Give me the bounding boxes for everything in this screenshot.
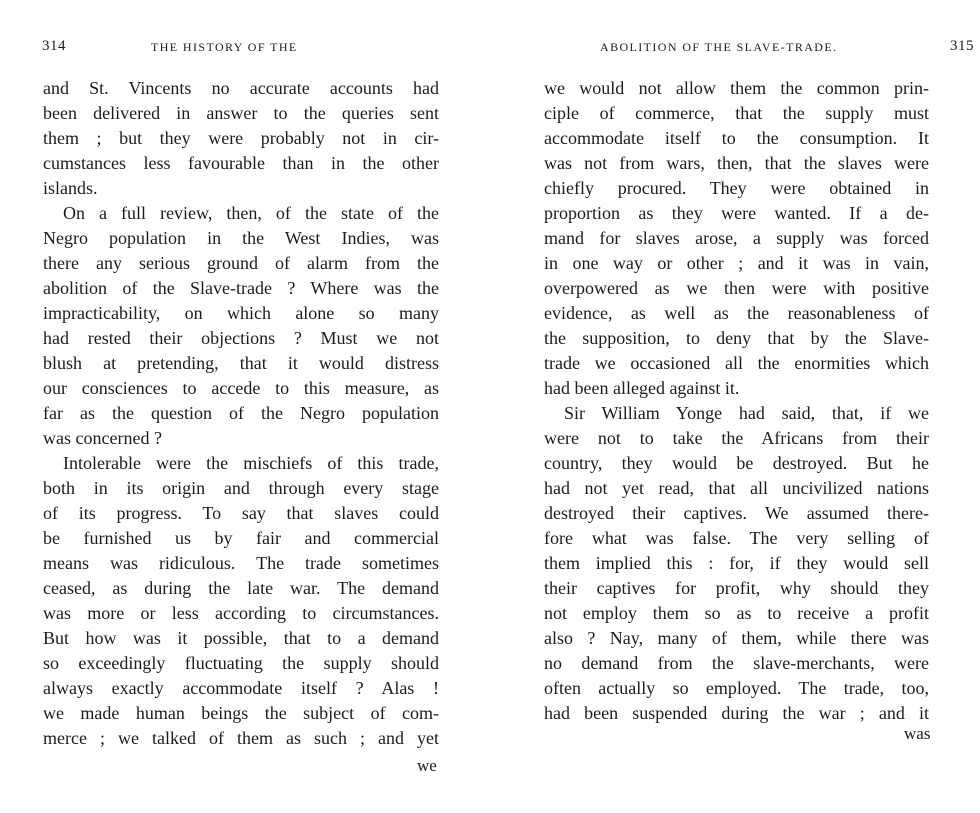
text-line: their captives for profit, why should they xyxy=(544,578,929,598)
catchword: we xyxy=(417,756,437,775)
text-line: But how was it possible, that to a demand xyxy=(43,628,439,648)
text-line: country, they would be destroyed. But he xyxy=(544,453,929,473)
text-line: ceased, as during the late war. The demand xyxy=(43,578,439,598)
text-line: Intolerable were the mischiefs of this trade, xyxy=(63,453,439,473)
text-line: them ; but they were probably not in cir- xyxy=(43,128,439,148)
text-line: had been alleged against it. xyxy=(544,378,740,398)
text-line: had rested their objections ? Must we not xyxy=(43,328,439,348)
text-line: was not from wars, then, that the slaves were xyxy=(544,153,929,173)
text-line: were not to take the Africans from their xyxy=(544,428,929,448)
text-line: both in its origin and through every stage xyxy=(43,478,439,498)
text-line: mand for slaves arose, a supply was forced xyxy=(544,228,929,248)
running-head: ABOLITION OF THE SLAVE-TRADE. xyxy=(600,40,838,54)
running-head: THE HISTORY OF THE xyxy=(151,40,298,54)
catchword: was xyxy=(904,724,931,743)
text-line: proportion as they were wanted. If a de- xyxy=(544,203,929,223)
text-line: impracticability, on which alone so many xyxy=(43,303,439,323)
text-line: evidence, as well as the reasonableness of xyxy=(544,303,929,323)
right-page xyxy=(490,0,980,813)
text-line: had not yet read, that all uncivilized nations xyxy=(544,478,929,498)
page-number: 314 xyxy=(42,38,66,54)
right-page-body xyxy=(544,76,929,726)
text-line: the supposition, to deny that by the Slave- xyxy=(544,328,929,348)
page-number: 315 xyxy=(950,38,974,54)
text-line: blush at pretending, that it would distress xyxy=(43,353,439,373)
text-line: not employ them so as to receive a profit xyxy=(544,603,929,623)
text-line: fore what was false. The very selling of xyxy=(544,528,929,548)
text-line: we would not allow them the common prin- xyxy=(544,78,929,98)
text-line: Negro population in the West Indies, was xyxy=(43,228,439,248)
text-line: often actually so employed. The trade, too, xyxy=(544,678,929,698)
text-line: trade we occasioned all the enormities which xyxy=(544,353,929,373)
text-line: and St. Vincents no accurate accounts had xyxy=(43,78,439,98)
text-line: far as the question of the Negro population xyxy=(43,403,439,423)
text-line: we made human beings the subject of com- xyxy=(43,703,439,723)
text-line: was more or less according to circumstances. xyxy=(43,603,439,623)
text-line: also ? Nay, many of them, while there was xyxy=(544,628,929,648)
text-line: no demand from the slave-merchants, were xyxy=(544,653,929,673)
text-line: be furnished us by fair and commercial xyxy=(43,528,439,548)
text-line: our consciences to accede to this measure, as xyxy=(43,378,439,398)
text-line: of its progress. To say that slaves could xyxy=(43,503,439,523)
text-line: On a full review, then, of the state of the xyxy=(63,203,439,223)
text-line: was concerned ? xyxy=(43,428,162,448)
left-page-body xyxy=(43,76,439,751)
text-line: Sir William Yonge had said, that, if we xyxy=(564,403,929,423)
text-line: in one way or other ; and it was in vain, xyxy=(544,253,929,273)
text-line: destroyed their captives. We assumed there- xyxy=(544,503,929,523)
text-line: ciple of commerce, that the supply must xyxy=(544,103,929,123)
text-line: always exactly accommodate itself ? Alas ! xyxy=(43,678,439,698)
text-line: means was ridiculous. The trade sometimes xyxy=(43,553,439,573)
text-line: them implied this : for, if they would sell xyxy=(544,553,929,573)
text-line: had been suspended during the war ; and it xyxy=(544,703,929,723)
text-line: there any serious ground of alarm from the xyxy=(43,253,439,273)
text-line: cumstances less favourable than in the other xyxy=(43,153,439,173)
text-line: so exceedingly fluctuating the supply should xyxy=(43,653,439,673)
text-line: overpowered as we then were with positive xyxy=(544,278,929,298)
text-line: chiefly procured. They were obtained in xyxy=(544,178,929,198)
text-line: merce ; we talked of them as such ; and yet xyxy=(43,728,439,748)
text-line: islands. xyxy=(43,178,98,198)
text-line: abolition of the Slave-trade ? Where was the xyxy=(43,278,439,298)
text-line: accommodate itself to the consumption. It xyxy=(544,128,929,148)
text-line: been delivered in answer to the queries sent xyxy=(43,103,439,123)
